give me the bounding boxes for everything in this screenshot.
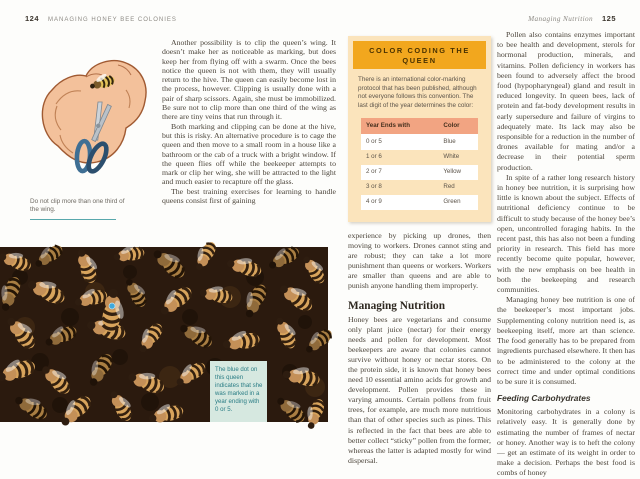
caption-rule: [30, 219, 116, 220]
left-page-header: [25, 14, 177, 23]
color-coding-table: [361, 118, 478, 210]
right-running-head: Managing Nutrition: [528, 15, 593, 23]
blue-queen-dot: [109, 303, 115, 309]
paragraph: In spite of a rather long research history in honey bee nutrition, it is surprising how little is known about the subject. Effects of nutritional deficiency continue to be difficult to study because of the honey bee’s open, uncontrolled foraging habits. In the recent past, this has also not been a funding priority in research. This field has more recently become quite popular, however, with the new emphasis on bee health in both the beekeeping and research communities.: [497, 172, 635, 295]
illustration-caption: Do not clip more than one third of the wing.: [30, 198, 125, 214]
table-row: [361, 134, 478, 149]
color-cell: Blue: [438, 134, 478, 149]
year-cell: 0 or 5: [361, 134, 438, 149]
right-page-number: 125: [601, 14, 616, 23]
year-cell: 1 or 6: [361, 150, 438, 165]
bee-colony-photo: [0, 247, 328, 422]
year-cell: 4 or 9: [361, 195, 438, 210]
paragraph: experience by picking up drones, then moving to workers. Drones cannot sting and are robust; they can take a lot more punishment than queens or workers. Workers are smaller than queens and are able to punish anyone handling them improperly.: [348, 230, 491, 291]
table-row: [361, 165, 478, 180]
right-page-right-column: [497, 30, 635, 479]
paragraph: Pollen also contains enzymes important to bee health and development, sterols for hormonal production, minerals, and vitamins. Pollen deficiency in workers has been found to adversely affect the brood food (hypopharyngeal) gland and result in reduced longevity. In queen bees, lack of protein and fat-body development results in early supersedure and failure of virgins to adequately mate. Its lack may also be responsible for a reduction in the number of drones available for mating and/or a decrease in their potential sperm production.: [497, 30, 635, 172]
paragraph: Honey bees are vegetarians and consume only plant juice (nectar) for their energy needs and pollen for development. Most beekeepers are aware that colonies cannot survive without honey or nectar stores. On the protein side, it is known that honey bees need 10 essential amino acids for growth and development. Pollen provides these in varying amounts. Certain pollens from fruit trees, for example, are much more nutritious than that of other species such as pines. This is reflected in the fact that bees are able to better collect “sticky” pollen from the former, whereas the latter is adapted mostly for wind dispersal.: [348, 314, 491, 465]
column-header: Year Ends with: [361, 118, 438, 134]
table-row: [361, 195, 478, 210]
paragraph: Both marking and clipping can be done at the hive, but this is risky. An alternative procedure is to cage the queen and then move to a small room in a house like a bathroom or the cab of a truck with a bright window. If the queen flies off while the beekeeper attempts to mark or clip her wing, she will be attracted to the light and much easier to recapture off the glass.: [162, 121, 336, 187]
color-coding-sidebar: [348, 36, 491, 222]
photo-caption-text: The blue dot on this queen indicates that she was marked in a year ending with 0 or 5.: [215, 366, 263, 413]
sidebar-intro: There is an international color-marking protocol that has been published, although not everyone follows this convention. The last digit of the year determines the color:: [358, 76, 477, 109]
paragraph: Monitoring carbohydrates in a colony is relatively easy. It is generally done by estimating the number of frames of nectar or honey. Another way is to heft the colony — get an estimate of its weight in order to make a decision. Perhaps the best food is combs of honey: [497, 407, 635, 478]
color-cell: Green: [438, 195, 478, 210]
left-running-head: MANAGING HONEY BEE COLONIES: [48, 17, 177, 23]
color-cell: Red: [438, 180, 478, 195]
right-page-header: [528, 14, 616, 23]
sidebar-title: COLOR CODING THE QUEEN: [353, 41, 486, 69]
left-page-text-column: [162, 38, 336, 205]
color-cell: White: [438, 150, 478, 165]
paragraph: The best training exercises for learning to handle queens consist first of gaining: [162, 186, 336, 206]
paragraph: Another possibility is to clip the queen’s wing. It doesn’t make her as noticeable as marking, but does keep her from flying off with a swarm. Once the bees notice the queen is not with them, they will usually return to the hive. The queen can easily become lost in the process, however. Clipping is usually done with a pair of sharp scissors. Again, she must be immobilized. Be sure not to clip more than one third of the wing as there are tiny veins that run through it.: [162, 38, 336, 122]
photo-caption-box: [210, 361, 267, 422]
table-header-row: [361, 118, 478, 134]
right-page-left-column: [348, 36, 491, 466]
sub-heading: Feeding Carbohydrates: [497, 393, 591, 404]
year-cell: 3 or 8: [361, 180, 438, 195]
paragraph: Managing honey bee nutrition is one of the beekeeper’s most important jobs. Supplementing colony nutrition need is, as beekeeping itself, more art than science. The food generally has to be prepared from ingredients purchased elsewhere. It then has to be administered to the colony at the correct time and under optimal conditions to be sure it is consumed.: [497, 295, 635, 386]
color-cell: Yellow: [438, 165, 478, 180]
column-header: Color: [438, 118, 478, 134]
section-heading: Managing Nutrition: [348, 299, 445, 312]
table-row: [361, 150, 478, 165]
table-row: [361, 180, 478, 195]
left-page-number: 124: [25, 14, 40, 23]
wing-clipping-illustration: [28, 50, 160, 194]
year-cell: 2 or 7: [361, 165, 438, 180]
